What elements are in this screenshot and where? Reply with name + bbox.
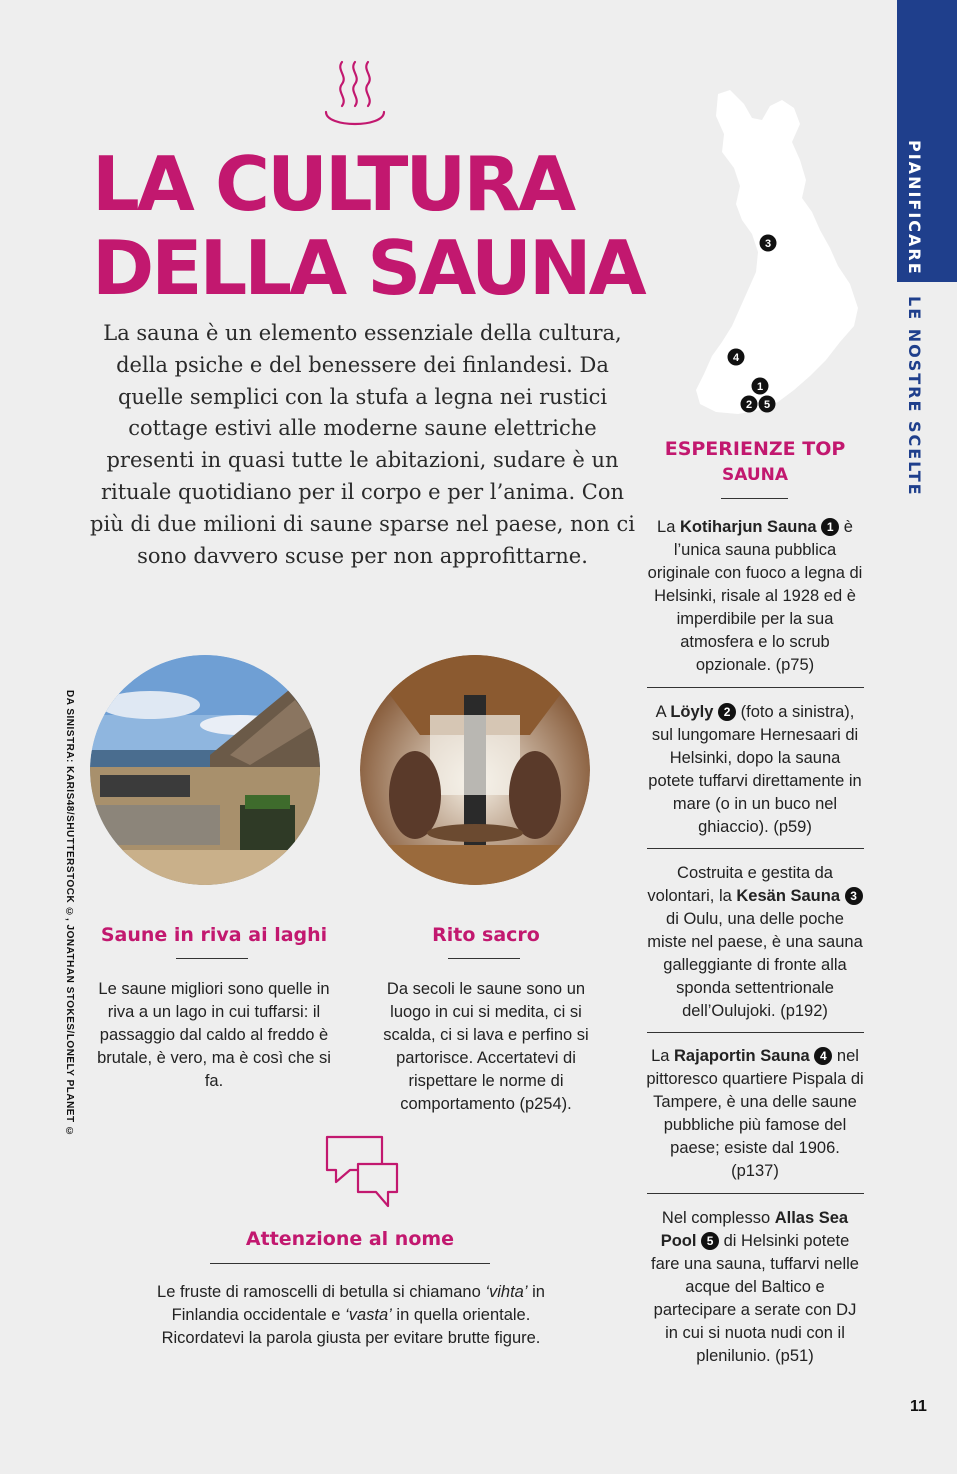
speech-bubbles-icon	[324, 1134, 400, 1208]
experience-item-2: A Löyly 2 (foto a sinistra), sul lungomare Hernesaari di Helsinki, dopo la sauna potete tuffarvi direttamente in mare (o in un buco nel ghiaccio). (p59)	[648, 703, 862, 836]
number-badge: 5	[701, 1232, 719, 1250]
svg-text:3: 3	[764, 238, 772, 250]
number-badge: 1	[821, 518, 839, 536]
experience-item-5: Nel complesso Allas Sea Pool 5 di Helsinki potete fare una sauna, tuffarvi nelle acque del Baltico e partecipare a serate con DJ in cui si nuota nudi con il plenilunio. (p51)	[651, 1209, 859, 1365]
finland-map-shape	[696, 90, 858, 414]
box3-heading: Attenzione al nome	[245, 1228, 455, 1250]
venue-name: Rajaportin Sauna	[674, 1047, 810, 1065]
page-number: 11	[910, 1398, 927, 1415]
box2-rule	[448, 958, 520, 959]
title-line-2: DELLA SAUNA	[92, 224, 644, 312]
entry-divider	[647, 687, 864, 688]
venue-name: Kotiharjun Sauna	[679, 518, 817, 536]
page-title	[92, 142, 652, 310]
heading-rule	[721, 498, 788, 499]
experiences-heading	[648, 436, 862, 488]
sauna-interior-photo	[360, 655, 590, 885]
box1-text: Le saune migliori sono quelle in riva a un lago in cui tuffarsi: il passaggio dal caldo al freddo è brutale, è vero, ma è così che si fa.	[97, 980, 331, 1090]
box3-rule	[210, 1263, 490, 1264]
experience-item-3: Costruita e gestita da volontari, la Kesän Sauna 3 di Oulu, una delle poche miste nel paese, è una sauna galleggiante di fronte alla sponda settentrionale dell’Oulujoki. (p192)	[647, 864, 863, 1020]
entry-divider	[647, 1193, 864, 1194]
intro-paragraph: La sauna è un elemento essenziale della cultura, della psiche e del benessere dei finlandesi. Da quelle semplici con la stufa a legna nei rustici cottage estivi alle moderne saune elettriche presenti in quasi tutte le abitazioni, sudare è un rituale quotidiano per il corpo e per l’anima. Con più di due milioni di saune sparse nel paese, non ci sono davvero scuse per non approfittarne.	[90, 321, 635, 568]
svg-text:4: 4	[732, 352, 740, 364]
svg-text:5: 5	[763, 399, 771, 411]
number-badge: 3	[845, 887, 863, 905]
subsection-tab-label: LE NOSTRE SCELTE	[905, 296, 924, 497]
section-tab-label: PIANIFICARE	[905, 140, 924, 276]
venue-name: Kesän Sauna	[736, 887, 840, 905]
word-vihta: ‘vihta’	[485, 1283, 528, 1301]
experiences-heading-line1: ESPERIENZE TOP	[664, 438, 846, 460]
word-vasta: ‘vasta’	[345, 1306, 392, 1324]
finland-map	[660, 80, 890, 420]
box1-rule	[176, 958, 248, 959]
box2-heading: Rito sacro	[432, 924, 540, 946]
experience-item-4: La Rajaportin Sauna 4 nel pittoresco quartiere Pispala di Tampere, è una delle saune pubbliche più famose del paese; esiste dal 1906. (p137)	[646, 1047, 864, 1180]
lakeside-sauna-photo	[90, 655, 320, 885]
number-badge: 2	[718, 703, 736, 721]
svg-text:1: 1	[756, 381, 764, 393]
venue-name: Löyly	[670, 703, 714, 721]
title-line-1: LA CULTURA	[92, 140, 574, 228]
entry-divider	[647, 1032, 864, 1033]
entry-divider	[647, 848, 864, 849]
venue-name: Allas Sea Pool	[660, 1209, 849, 1250]
box3-text: Le fruste di ramoscelli di betulla si chiamano ‘vihta’ in Finlandia occidentale e ‘vasta’ in quella orientale. Ricordatevi la parola giusta per evitare brutte figure.	[157, 1283, 545, 1347]
number-badge: 4	[814, 1047, 832, 1065]
experiences-heading-line2: SAUNA	[721, 465, 789, 485]
sauna-steam-icon	[320, 58, 390, 130]
box2-text: Da secoli le saune sono un luogo in cui si medita, ci si scalda, ci si lava e perfino si partorisce. Accertatevi di rispettare le norme di comportamento (p254).	[383, 980, 589, 1113]
box1-heading: Saune in riva ai laghi	[100, 924, 328, 946]
photo-credit: DA SINISTRA: KARIS48/SHUTTERSTOCK ©, JONATHAN STOKES/LONELY PLANET ©	[64, 690, 75, 1138]
experience-item-1: La Kotiharjun Sauna 1 è l’unica sauna pubblica originale con fuoco a legna di Helsinki, risale al 1928 ed è imperdibile per la sua atmosfera e lo scrub opzionale. (p75)	[647, 518, 863, 674]
svg-text:2: 2	[745, 399, 753, 411]
